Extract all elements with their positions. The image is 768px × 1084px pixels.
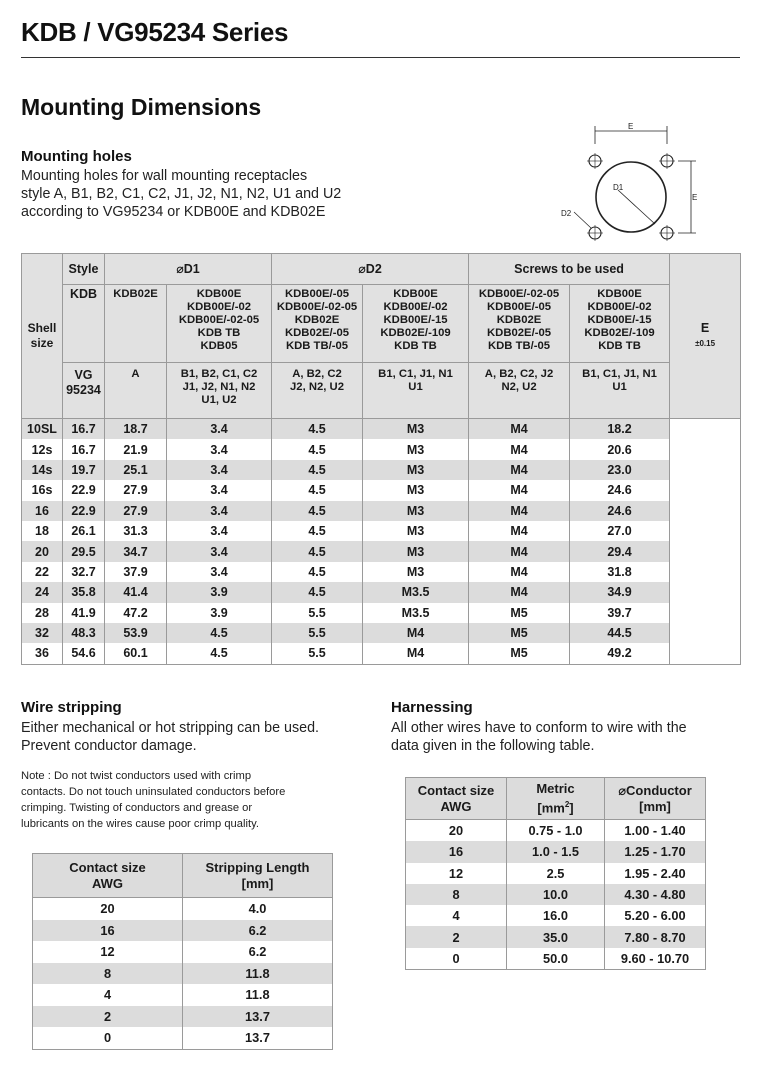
vg-label bbox=[63, 363, 105, 419]
table-cell: M4 bbox=[469, 521, 570, 541]
table-cell: 0 bbox=[33, 1027, 183, 1049]
kdb-code-cell bbox=[469, 285, 570, 363]
table-cell: 9.60 - 10.70 bbox=[605, 948, 706, 970]
dimension-row bbox=[22, 480, 741, 500]
table-cell: 60.1 bbox=[105, 643, 167, 664]
contact-size-header bbox=[406, 778, 507, 820]
harnessing-row bbox=[406, 948, 706, 970]
table-cell: 32.7 bbox=[63, 562, 105, 582]
dimension-row bbox=[22, 603, 741, 623]
header-line: [mm] bbox=[639, 798, 671, 814]
unit-close: ] bbox=[569, 800, 574, 816]
table-cell: 26.1 bbox=[63, 521, 105, 541]
kdb-code-cell bbox=[570, 285, 670, 363]
vg-style-cell bbox=[469, 363, 570, 419]
harnessing-line: data given in the following table. bbox=[391, 738, 595, 754]
table-cell: M4 bbox=[469, 439, 570, 459]
kdb-code: KDB00E/-05 bbox=[284, 288, 350, 300]
table-cell: 18 bbox=[22, 521, 63, 541]
table-cell: 5.5 bbox=[272, 623, 363, 643]
table-cell: 12 bbox=[406, 863, 507, 884]
table-cell: M4 bbox=[469, 582, 570, 602]
table-cell: M5 bbox=[469, 643, 570, 664]
table-cell: 16 bbox=[406, 841, 507, 862]
shell-size-header-line: Shell bbox=[27, 321, 57, 335]
table-cell: M3 bbox=[363, 460, 469, 480]
mounting-holes-text bbox=[21, 167, 341, 221]
vg-style-cell bbox=[105, 363, 167, 419]
header-line: Contact size bbox=[417, 782, 495, 798]
table-cell: 20.6 bbox=[570, 439, 670, 459]
kdb-code: KDB00E/-15 bbox=[587, 314, 652, 326]
table-cell: 3.4 bbox=[167, 521, 272, 541]
dimension-row bbox=[22, 501, 741, 521]
vg-style-cell bbox=[167, 363, 272, 419]
screws-header: Screws to be used bbox=[469, 254, 670, 285]
table-cell: 1.0 - 1.5 bbox=[507, 841, 605, 862]
kdb-code: KDB00E/-02 bbox=[587, 301, 652, 313]
table-cell: 8 bbox=[406, 884, 507, 905]
table-cell: M5 bbox=[469, 623, 570, 643]
kdb-code-cell bbox=[363, 285, 469, 363]
table-cell: 4.5 bbox=[167, 643, 272, 664]
table-cell: 2.5 bbox=[507, 863, 605, 884]
diagram-label-d2: D2 bbox=[561, 209, 572, 218]
table-cell: 47.2 bbox=[105, 603, 167, 623]
harnessing-row bbox=[406, 884, 706, 905]
header-line: Stripping Length bbox=[205, 859, 310, 875]
stripping-row bbox=[33, 898, 333, 920]
table-cell: 41.9 bbox=[63, 603, 105, 623]
table-cell: 1.25 - 1.70 bbox=[605, 841, 706, 862]
stripping-row bbox=[33, 920, 333, 942]
vg-style: U1 bbox=[408, 381, 423, 393]
unit-text: [mm bbox=[537, 800, 565, 816]
table-cell: 16.0 bbox=[507, 905, 605, 926]
table-cell: 39.7 bbox=[570, 603, 670, 623]
vg-style: A, B2, C2, J2 bbox=[484, 368, 554, 380]
table-cell: M3 bbox=[363, 501, 469, 521]
stripping-row bbox=[33, 941, 333, 963]
vg-style: B1, C1, J1, N1 bbox=[582, 368, 657, 380]
table-cell: 5.5 bbox=[272, 603, 363, 623]
table-cell: M3.5 bbox=[363, 582, 469, 602]
table-cell: 12 bbox=[33, 941, 183, 963]
table-cell: 4.5 bbox=[272, 521, 363, 541]
kdb-code: KDB00E/-02-05 bbox=[478, 288, 560, 300]
header-line: [mm] bbox=[241, 875, 274, 891]
table-cell: 2 bbox=[406, 926, 507, 947]
table-cell: 24 bbox=[22, 582, 63, 602]
table-cell: M4 bbox=[469, 541, 570, 561]
table-cell: 32 bbox=[22, 623, 63, 643]
kdb-code: KDB02E/-109 bbox=[584, 327, 655, 339]
harnessing-line: All other wires have to conform to wire with the bbox=[391, 720, 687, 736]
vg-style-cell bbox=[363, 363, 469, 419]
table-cell: 0 bbox=[406, 948, 507, 970]
table-cell: 4 bbox=[33, 984, 183, 1006]
table-cell: 36 bbox=[22, 643, 63, 664]
mounting-holes-line: Mounting holes for wall mounting receptacles bbox=[21, 168, 308, 184]
harnessing-body bbox=[406, 820, 706, 970]
vg-style: A bbox=[131, 368, 140, 380]
table-cell: 4.5 bbox=[272, 562, 363, 582]
header-line: Contact size bbox=[69, 859, 146, 875]
dimension-row bbox=[22, 541, 741, 561]
header-line: AWG bbox=[91, 875, 124, 891]
table-cell: 10SL bbox=[22, 419, 63, 440]
table-cell: 5.20 - 6.00 bbox=[605, 905, 706, 926]
e-header-label: E bbox=[700, 321, 710, 335]
harnessing-table bbox=[405, 777, 706, 970]
table-cell: 19.7 bbox=[63, 460, 105, 480]
diagram-label-d1: D1 bbox=[613, 183, 624, 192]
crimp-note-line: contacts. Do not touch uninsulated conductors before bbox=[21, 786, 286, 798]
table-cell: M3 bbox=[363, 521, 469, 541]
table-cell: M4 bbox=[363, 623, 469, 643]
kdb-code: KDB00E bbox=[393, 288, 438, 300]
dimension-row bbox=[22, 439, 741, 459]
dimension-row bbox=[22, 643, 741, 664]
mounting-hole-diagram bbox=[560, 118, 710, 248]
table-cell: 4.5 bbox=[272, 541, 363, 561]
kdb-code: KDB02E/-05 bbox=[487, 327, 552, 339]
table-cell: 18.2 bbox=[570, 419, 670, 440]
stripping-length-body bbox=[33, 898, 333, 1050]
table-cell: 35.8 bbox=[63, 582, 105, 602]
table-cell: 14s bbox=[22, 460, 63, 480]
table-cell: 6.2 bbox=[183, 941, 333, 963]
mounting-holes-line: according to VG95234 or KDB00E and KDB02E bbox=[21, 204, 326, 220]
table-cell: 3.4 bbox=[167, 460, 272, 480]
crimp-note-line: Note : Do not twist conductors used with crimp bbox=[21, 770, 252, 782]
table-cell: 24.6 bbox=[570, 501, 670, 521]
kdb-code: KDB00E bbox=[196, 288, 242, 300]
table-cell: 4.5 bbox=[272, 582, 363, 602]
harnessing-row bbox=[406, 841, 706, 862]
kdb-code: KDB02E/-05 bbox=[284, 327, 350, 339]
style-header: Style bbox=[63, 254, 105, 285]
table-cell: 3.4 bbox=[167, 562, 272, 582]
kdb-code: KDB00E/-15 bbox=[383, 314, 448, 326]
table-cell: 4.5 bbox=[272, 501, 363, 521]
table-cell: 20 bbox=[22, 541, 63, 561]
vg-style: B1, C1, J1, N1 bbox=[378, 368, 453, 380]
table-cell: 1.00 - 1.40 bbox=[605, 820, 706, 842]
table-cell: 4.5 bbox=[167, 623, 272, 643]
table-cell: 13.7 bbox=[183, 1027, 333, 1049]
table-cell: M3 bbox=[363, 419, 469, 440]
title-divider bbox=[21, 57, 740, 58]
table-cell: 16.7 bbox=[63, 439, 105, 459]
kdb-codes-row bbox=[22, 285, 741, 363]
vg-styles-row bbox=[22, 363, 741, 419]
table-cell: 24.6 bbox=[570, 480, 670, 500]
kdb-code-cell bbox=[167, 285, 272, 363]
table-cell: 16.7 bbox=[63, 419, 105, 440]
table-cell: 0.75 - 1.0 bbox=[507, 820, 605, 842]
table-cell: 11.8 bbox=[183, 984, 333, 1006]
table-cell: 22 bbox=[22, 562, 63, 582]
table-cell: 34.7 bbox=[105, 541, 167, 561]
table-cell: 22.9 bbox=[63, 501, 105, 521]
d2-header: ⌀D2 bbox=[272, 254, 469, 285]
header-line: AWG bbox=[440, 798, 472, 814]
mounting-dimensions-table bbox=[21, 253, 741, 665]
table-cell: M4 bbox=[469, 460, 570, 480]
vg-style-cell bbox=[272, 363, 363, 419]
table-cell: 4.5 bbox=[272, 480, 363, 500]
shell-size-header-line: size bbox=[30, 336, 54, 350]
kdb-code-cell bbox=[272, 285, 363, 363]
vg-style: U1 bbox=[612, 381, 627, 393]
harnessing-row bbox=[406, 863, 706, 884]
table-cell: 4.0 bbox=[183, 898, 333, 920]
table-cell: 3.4 bbox=[167, 439, 272, 459]
vg-style: N2, U2 bbox=[501, 381, 537, 393]
kdb-code: KDB TB/-05 bbox=[285, 340, 349, 352]
table-cell: 1.95 - 2.40 bbox=[605, 863, 706, 884]
table-cell: 6.2 bbox=[183, 920, 333, 942]
table-cell: 34.9 bbox=[570, 582, 670, 602]
header-line: Metric bbox=[536, 780, 575, 796]
table-cell: 48.3 bbox=[63, 623, 105, 643]
table-cell: 3.4 bbox=[167, 480, 272, 500]
table-cell: 2 bbox=[33, 1006, 183, 1028]
series-title: KDB / VG95234 Series bbox=[21, 17, 289, 47]
table-cell: 53.9 bbox=[105, 623, 167, 643]
table-cell: 4.30 - 4.80 bbox=[605, 884, 706, 905]
harnessing-text bbox=[391, 719, 687, 755]
diagram-label-e-right: E bbox=[692, 193, 698, 202]
kdb-code: KDB00E bbox=[597, 288, 642, 300]
stripping-row bbox=[33, 984, 333, 1006]
table-cell: M3 bbox=[363, 480, 469, 500]
harnessing-row bbox=[406, 820, 706, 842]
vg-style: J2, N2, U2 bbox=[290, 381, 345, 393]
table-cell: 4.5 bbox=[272, 460, 363, 480]
e-tolerance: ±0.15 bbox=[695, 339, 716, 348]
table-cell: 31.8 bbox=[570, 562, 670, 582]
table-cell: 25.1 bbox=[105, 460, 167, 480]
stripping-length-header bbox=[183, 854, 333, 898]
table-cell: 31.3 bbox=[105, 521, 167, 541]
kdb-code: KDB00E/-02-05 bbox=[276, 301, 358, 313]
table-cell: 22.9 bbox=[63, 480, 105, 500]
table-cell: 4 bbox=[406, 905, 507, 926]
mounting-dimensions-body bbox=[22, 419, 741, 665]
table-cell: 3.4 bbox=[167, 501, 272, 521]
table-cell: 44.5 bbox=[570, 623, 670, 643]
table-cell: 37.9 bbox=[105, 562, 167, 582]
mounting-holes-title: Mounting holes bbox=[21, 148, 132, 165]
table-cell: 29.5 bbox=[63, 541, 105, 561]
table-cell: 10.0 bbox=[507, 884, 605, 905]
wire-stripping-line: Either mechanical or hot stripping can be used. bbox=[21, 720, 320, 736]
table-cell: 27.0 bbox=[570, 521, 670, 541]
kdb-code: KDB00E/-05 bbox=[487, 301, 552, 313]
e-header bbox=[670, 254, 741, 419]
table-cell: 4.5 bbox=[272, 419, 363, 440]
vg-label-line: 95234 bbox=[66, 383, 101, 397]
dimension-row bbox=[22, 521, 741, 541]
conductor-header bbox=[605, 778, 706, 820]
table-cell: M4 bbox=[363, 643, 469, 664]
table-cell: 16 bbox=[22, 501, 63, 521]
vg-style: B1, B2, C1, C2 bbox=[180, 368, 258, 380]
d1-header: ⌀D1 bbox=[105, 254, 272, 285]
table-cell: 50.0 bbox=[507, 948, 605, 970]
kdb-code: KDB00E/-02 bbox=[383, 301, 448, 313]
table-cell: 54.6 bbox=[63, 643, 105, 664]
kdb-code: KDB02E/-109 bbox=[380, 327, 451, 339]
table-cell: 3.4 bbox=[167, 541, 272, 561]
mounting-holes-line: style A, B1, B2, C1, C2, J1, J2, N1, N2, U1 and U2 bbox=[21, 186, 342, 202]
table-cell: 3.4 bbox=[167, 419, 272, 440]
stripping-length-table bbox=[32, 853, 333, 1050]
wire-stripping-line: Prevent conductor damage. bbox=[21, 738, 197, 754]
dimension-row bbox=[22, 562, 741, 582]
stripping-row bbox=[33, 1006, 333, 1028]
vg-style: J1, J2, N1, N2 bbox=[182, 381, 256, 393]
table-cell: 12s bbox=[22, 439, 63, 459]
dimension-row bbox=[22, 623, 741, 643]
kdb-code: KDB02E bbox=[496, 314, 542, 326]
table-cell: 23.0 bbox=[570, 460, 670, 480]
table-cell: 27.9 bbox=[105, 501, 167, 521]
table-cell: M5 bbox=[469, 603, 570, 623]
table-cell: 18.7 bbox=[105, 419, 167, 440]
vg-label-line: VG bbox=[74, 368, 93, 382]
dimension-row bbox=[22, 582, 741, 602]
crimp-note-line: crimping. Twisting of conductors and grease or bbox=[21, 802, 253, 814]
kdb-code-cell bbox=[105, 285, 167, 363]
stripping-row bbox=[33, 1027, 333, 1049]
kdb-code: KDB TB bbox=[394, 340, 437, 352]
kdb-code: KDB TB bbox=[197, 327, 241, 339]
table-cell: 29.4 bbox=[570, 541, 670, 561]
table-cell: 20 bbox=[406, 820, 507, 842]
table-cell: 49.2 bbox=[570, 643, 670, 664]
header-line bbox=[507, 797, 604, 816]
table-cell: 4.5 bbox=[272, 439, 363, 459]
dimension-row bbox=[22, 419, 741, 440]
vg-style: A, B2, C2 bbox=[292, 368, 342, 380]
harnessing-row bbox=[406, 926, 706, 947]
stripping-row bbox=[33, 963, 333, 985]
kdb-label: KDB bbox=[63, 285, 105, 363]
table-cell: 3.9 bbox=[167, 582, 272, 602]
table-cell: 11.8 bbox=[183, 963, 333, 985]
kdb-code: KDB02E bbox=[113, 288, 158, 300]
harnessing-title: Harnessing bbox=[391, 699, 473, 716]
contact-size-header bbox=[33, 854, 183, 898]
harnessing-row bbox=[406, 905, 706, 926]
wire-stripping-title: Wire stripping bbox=[21, 699, 122, 716]
table-cell: 41.4 bbox=[105, 582, 167, 602]
table-cell: M4 bbox=[469, 419, 570, 440]
kdb-code: KDB02E bbox=[294, 314, 340, 326]
table-cell: M4 bbox=[469, 562, 570, 582]
table-cell: M3.5 bbox=[363, 603, 469, 623]
table-cell: 16s bbox=[22, 480, 63, 500]
crimp-note-line: lubricants on the wires cause poor crimp quality. bbox=[21, 818, 259, 830]
page-title: Mounting Dimensions bbox=[21, 94, 262, 120]
diagram-label-e-top: E bbox=[628, 122, 634, 131]
header-line: ⌀Conductor bbox=[618, 782, 692, 798]
table-cell: 3.9 bbox=[167, 603, 272, 623]
dimension-row bbox=[22, 460, 741, 480]
table-cell: 20 bbox=[33, 898, 183, 920]
table-cell: M4 bbox=[469, 480, 570, 500]
kdb-code: KDB TB/-05 bbox=[487, 340, 551, 352]
metric-header bbox=[507, 778, 605, 820]
table-cell: 5.5 bbox=[272, 643, 363, 664]
table-cell: M4 bbox=[469, 501, 570, 521]
unit-superscript: 2 bbox=[564, 799, 570, 809]
table-cell: 8 bbox=[33, 963, 183, 985]
table-cell: 28 bbox=[22, 603, 63, 623]
crimp-note bbox=[21, 768, 285, 832]
kdb-code: KDB05 bbox=[200, 340, 238, 352]
table-cell: M3 bbox=[363, 541, 469, 561]
table-cell: 7.80 - 8.70 bbox=[605, 926, 706, 947]
table-cell: M3 bbox=[363, 439, 469, 459]
table-cell: 27.9 bbox=[105, 480, 167, 500]
table-cell: 16 bbox=[33, 920, 183, 942]
shell-size-header bbox=[22, 254, 63, 419]
table-cell: 13.7 bbox=[183, 1006, 333, 1028]
wire-stripping-text bbox=[21, 719, 319, 755]
kdb-code: KDB00E/-02-05 bbox=[178, 314, 260, 326]
kdb-code: KDB00E/-02 bbox=[186, 301, 252, 313]
table-cell: 35.0 bbox=[507, 926, 605, 947]
vg-style-cell bbox=[570, 363, 670, 419]
table-cell: 21.9 bbox=[105, 439, 167, 459]
kdb-code: KDB TB bbox=[598, 340, 641, 352]
vg-style: U1, U2 bbox=[201, 394, 237, 406]
table-cell: M3 bbox=[363, 562, 469, 582]
